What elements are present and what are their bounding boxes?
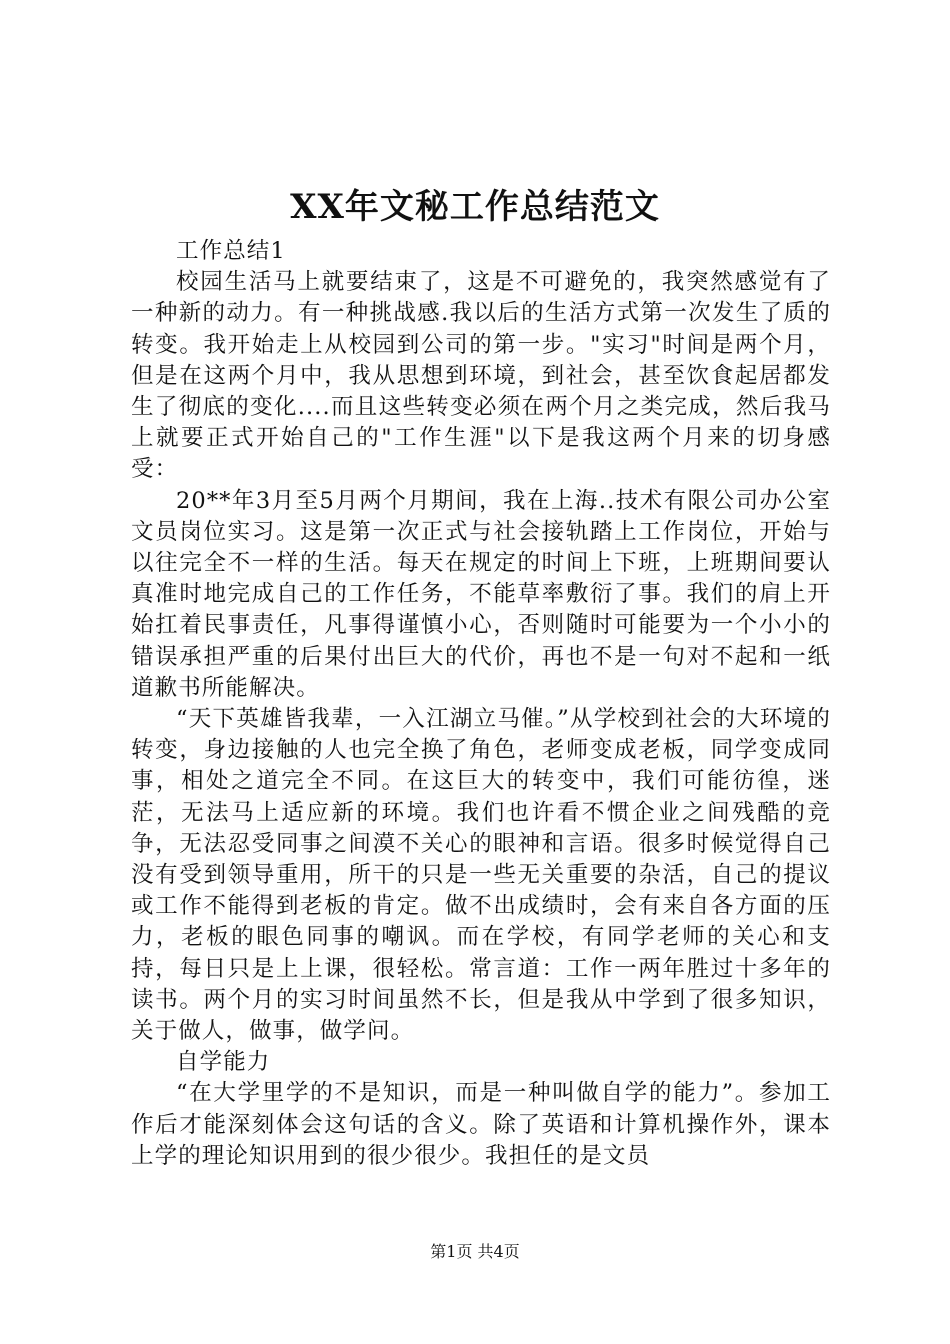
paragraph: 校园生活马上就要结束了，这是不可避免的，我突然感觉有了一种新的动力。有一种挑战感.我以后的生活方式第一次发生了质的转变。我开始走上从校园到公司的第一步。"实习"时间是两个月，但是在这两个月中，我从思想到环境，到社会，甚至饮食起居都发生了彻底的变化....而且这些转变必须在两个月之类完成，然后我马上就要正式开始自己的"工作生涯"以下是我这两个月来的切身感受： [131, 269, 831, 483]
section-heading: 自学能力 [176, 1049, 271, 1076]
paragraph: 20**年3月至5月两个月期间，我在上海..技术有限公司办公室文员岗位实习。这是第一次正式与社会接轨踏上工作岗位，开始与以往完全不一样的生活。每天在规定的时间上下班，上班期间要认真准时地完成自己的工作任务，不能草率敷衍了事。我们的肩上开始扛着民事责任，凡事得谨慎小心，否则随时可能要为一个小小的错误承担严重的后果付出巨大的代价，再也不是一句对不起和一纸道歉书所能解决。 [131, 487, 831, 701]
document-body [131, 236, 831, 1172]
document-title: XX年文秘工作总结范文 [290, 187, 660, 227]
paragraph: “天下英雄皆我辈，一入江湖立马催。”从学校到社会的大环境的转变，身边接触的人也完全换了角色，老师变成老板，同学变成同事，相处之道完全不同。在这巨大的转变中，我们可能彷徨，迷茫，无法马上适应新的环境。我们也许看不惯企业之间残酷的竞争，无法忍受同事之间漠不关心的眼神和言语。很多时候觉得自己没有受到领导重用，所干的只是一些无关重要的杂活，自己的提议或工作不能得到老板的肯定。做不出成绩时，会有来自各方面的压力，老板的眼色同事的嘲讽。而在学校，有同学老师的关心和支持，每日只是上上课，很轻松。常言道：工作一两年胜过十多年的读书。两个月的实习时间虽然不长，但是我从中学到了很多知识，关于做人，做事，做学问。 [131, 706, 831, 1045]
page-footer: 第1页 共4页 [430, 1242, 520, 1261]
section-heading: 工作总结1 [176, 238, 286, 264]
paragraph: “在大学里学的不是知识，而是一种叫做自学的能力”。参加工作后才能深刻体会这句话的含义。除了英语和计算机操作外，课本上学的理论知识用到的很少很少。我担任的是文员 [131, 1080, 831, 1169]
